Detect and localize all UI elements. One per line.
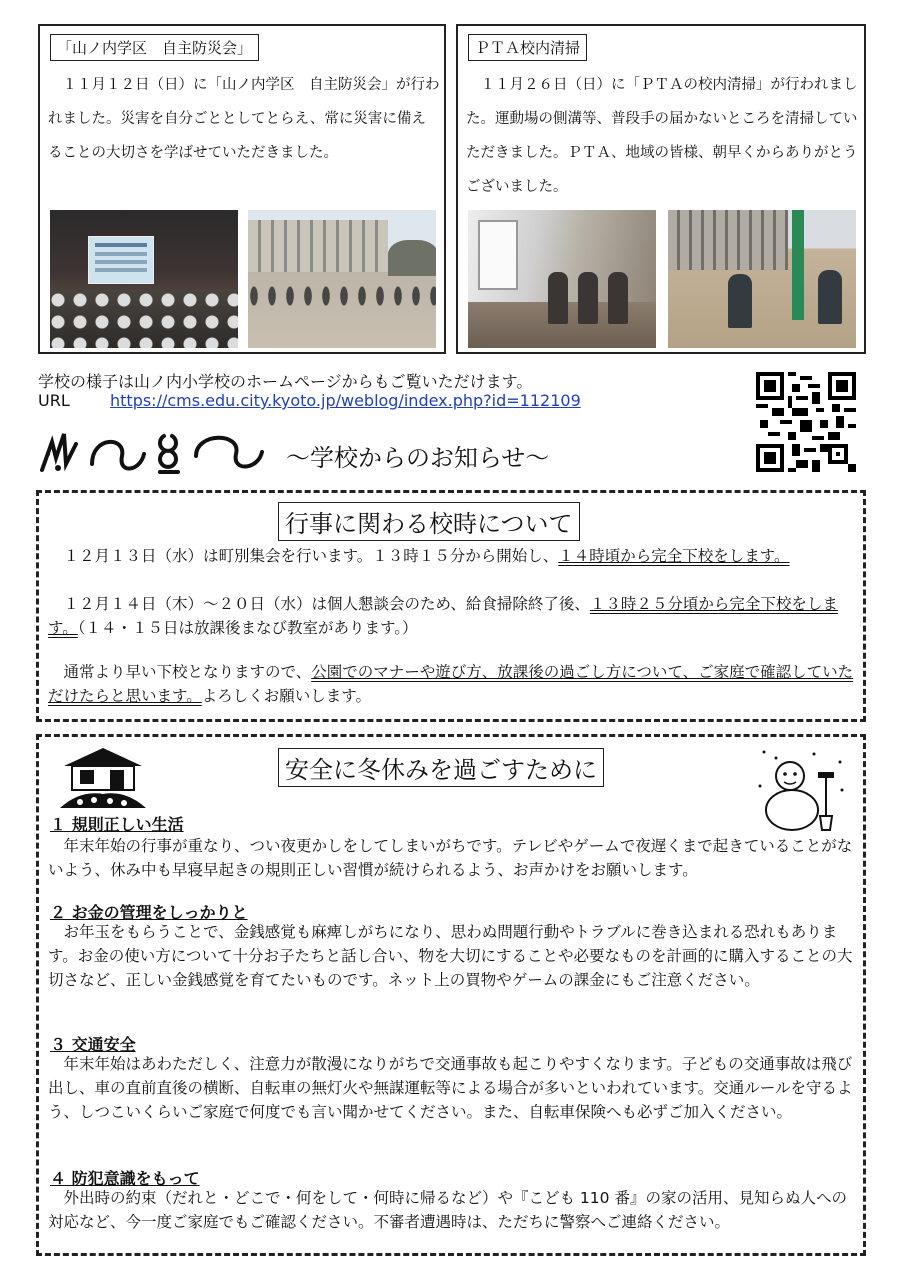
house-illustration-icon [60, 744, 146, 808]
qr-code-icon [756, 372, 856, 472]
schedule-notice-title: 行事に関わる校時について [278, 502, 580, 541]
item-1-text: 年末年始の行事が重なり、つい夜更かしをしてしまいがちです。テレビやゲームで夜遅くまで起きていることがないよう、休み中も早寝早起きの規則正しい習慣が続けられるよう、お声かけをお願いします。 [48, 837, 853, 879]
p3-underlined: 公園でのマナーや遊び方、放課後の過ごし方について、ご家庭で確認していただけたらと思います。 [48, 663, 854, 705]
item-3-heading: ３ 交通安全 [50, 1035, 136, 1054]
schedule-paragraph-2 [48, 592, 854, 640]
ground-cleaning-photo [668, 210, 856, 348]
bousai-title: 「山ノ内学区 自主防災会」 [50, 34, 259, 61]
website-url-line [38, 391, 581, 410]
p3-closing: よろしくお願いします。 [201, 687, 372, 705]
p2-underlined: １３時２５分頃から完全下校をします。 [48, 595, 838, 637]
pta-cleaning-title: ＰＴＡ校内清掃 [468, 34, 587, 61]
winter-safety-title: 安全に冬休みを過ごすために [278, 748, 604, 787]
bousai-text: １１月１２日（日）に「山ノ内学区 自主防災会」が行われました。災害を自分ごととしてとらえ、常に災害に備えることの大切さを学ばせていただきました。 [48, 77, 440, 161]
bousai-article [38, 24, 446, 354]
item-4-heading: ４ 防犯意識をもって [50, 1169, 200, 1188]
url-label: URL [38, 391, 70, 410]
p2-text: １２月１４日（木）～２０日（水）は個人懇談会のため、給食掃除終了後、 [48, 595, 590, 613]
p1-text: １２月１３日（水）は町別集会を行います。１３時１５分から開始し、 [48, 547, 559, 565]
website-note: 学校の様子は山ノ内小学校のホームページからもご覧いただけます。 [38, 372, 533, 391]
item-2-text: お年玉をもらうことで、金銭感覚も麻痺しがちになり、思わぬ問題行動やトラブルに巻き込まれる恐れもあります。お金の使い方について十分お子たちと話し合い、物を大切にすることや必要なものを計画的に購入することの大切さなど、正しい金銭感覚を育てたいものです。ネット上の買物やゲームの課金にもご注意ください。 [48, 923, 853, 989]
school-website-link[interactable]: https://cms.edu.city.kyoto.jp/weblog/index.php?id=112109 [110, 391, 581, 410]
decorative-ornament-icon [36, 424, 266, 480]
notices-heading: ～学校からのお知らせ～ [286, 444, 550, 472]
item-2-heading: ２ お金の管理をしっかりと [50, 903, 248, 922]
p2-note: （１４・１５日は放課後まなび教室があります。） [77, 619, 418, 637]
item-4-text: 外出時の約束（だれと・どこで・何をして・何時に帰るなど）や『こども 110 番』の家の活用、見知らぬ人への対応など、今一度ご家庭でもご確認ください。不審者遭遇時は、ただちに警察へご連絡ください。 [48, 1189, 847, 1231]
corridor-cleaning-photo [468, 210, 656, 348]
p3-text: 通常より早い下校となりますので、 [48, 663, 312, 681]
disaster-drill-hall-photo [50, 210, 238, 348]
schedule-paragraph-1 [48, 544, 854, 568]
disaster-drill-yard-photo [248, 210, 436, 348]
pta-cleaning-article [456, 24, 866, 354]
snowman-illustration-icon [754, 746, 850, 832]
p1-underlined: １４時頃から完全下校をします。 [558, 547, 790, 565]
item-1-heading: １ 規則正しい生活 [50, 815, 184, 834]
pta-cleaning-text: １１月２６日（日）に「ＰＴＡの校内清掃」が行われました。運動場の側溝等、普段手の届かないところを清掃していただきました。ＰＴＡ、地域の皆様、朝早くからありがとうございました。 [466, 77, 858, 195]
schedule-paragraph-3 [48, 660, 854, 708]
item-3-text: 年末年始はあわただしく、注意力が散漫になりがちで交通事故も起こりやすくなります。子どもの交通事故は飛び出し、車の直前直後の横断、自転車の無灯火や無謀運転等による場合が多いといわれています。交通ルールを守るよう、しつこいくらいご家庭で何度でも言い聞かせてください。また、自転車保険へも必ずご加入ください。 [48, 1055, 853, 1121]
